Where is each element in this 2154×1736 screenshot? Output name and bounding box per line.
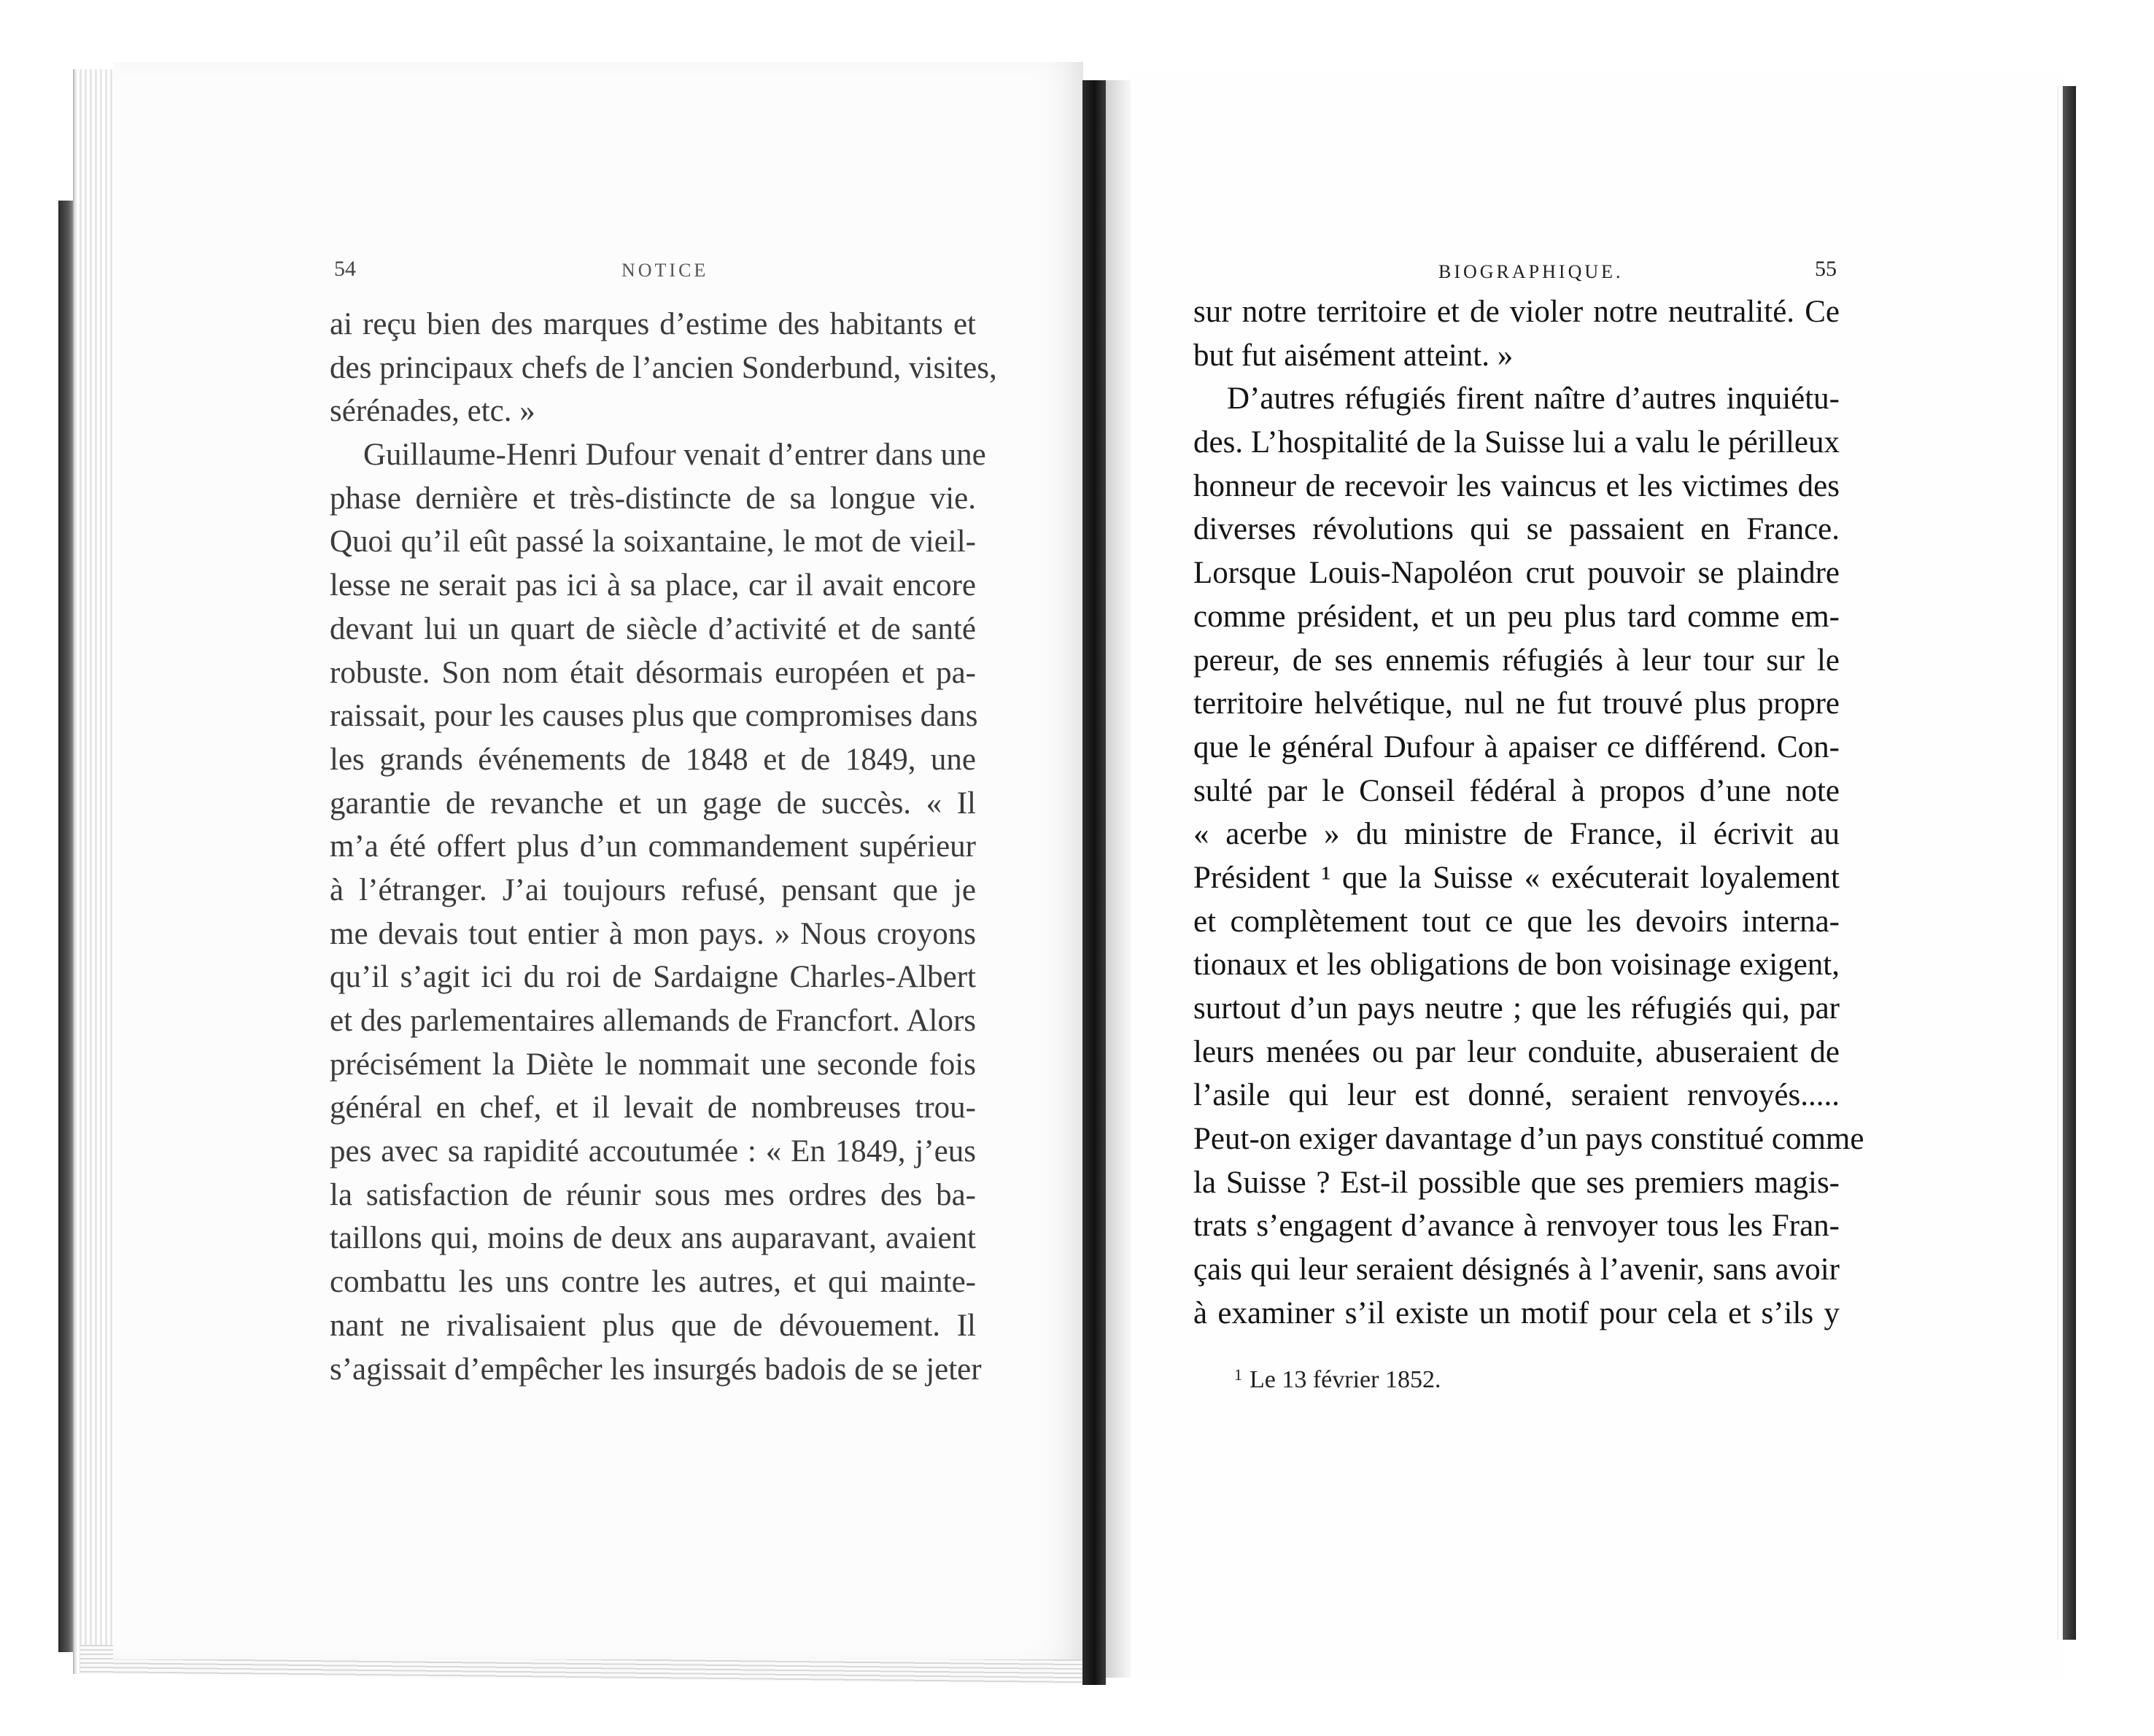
text-line: qu’il s’agit ici du roi de Sardaigne Charles-Albert — [330, 960, 976, 995]
text-line: m’a été offert plus d’un commandement supérieur — [330, 829, 976, 864]
footnote-text: Le 13 février 1852. — [1250, 1366, 1441, 1393]
text-line: à examiner s’il existe un motif pour cela et s’ils y — [1193, 1295, 1840, 1330]
text-line: Peut-on exiger davantage d’un pays constitué comme — [1193, 1122, 1864, 1157]
book-gutter — [1082, 80, 1106, 1685]
text-line: D’autres réfugiés firent naître d’autres inquiétu- — [1227, 381, 1840, 416]
text-line: ai reçu bien des marques d’estime des habitants et — [330, 307, 976, 341]
text-line: s’agissait d’empêcher les insurgés badois de se jeter — [330, 1352, 982, 1387]
footnote — [1234, 1365, 1441, 1394]
text-line: sur notre territoire et de violer notre neutralité. Ce — [1193, 295, 1840, 329]
text-line: robuste. Son nom était désormais européen et pa- — [330, 655, 976, 690]
text-line: lesse ne serait pas ici à sa place, car il avait encore — [330, 568, 976, 603]
right-running-head: BIOGRAPHIQUE. — [1438, 261, 1624, 282]
text-line: Quoi qu’il eût passé la soixantaine, le mot de vieil- — [330, 524, 976, 559]
text-line: Guillaume-Henri Dufour venait d’entrer dans une — [363, 438, 986, 473]
text-line: des principaux chefs de l’ancien Sonderbund, visites, — [330, 350, 997, 385]
text-line: comme président, et un peu plus tard comme em- — [1193, 599, 1840, 634]
text-line: des. L’hospitalité de la Suisse lui a valu le périlleux — [1193, 425, 1840, 460]
right-text-block — [1193, 290, 1864, 1336]
left-page-number: 54 — [334, 257, 356, 281]
text-line: Président ¹ que la Suisse « exécuterait loyalement — [1193, 860, 1840, 895]
text-line: et des parlementaires allemands de Francfort. Alors — [330, 1004, 976, 1038]
text-line: surtout d’un pays neutre ; que les réfugiés qui, par — [1193, 991, 1840, 1026]
text-line: l’asile qui leur est donné, seraient renvoyés..... — [1193, 1078, 1840, 1113]
text-line: pereur, de ses ennemis réfugiés à leur tour sur le — [1193, 643, 1840, 678]
text-line: nant ne rivalisaient plus que de dévouement. Il — [330, 1308, 976, 1343]
footnote-mark: 1 — [1234, 1365, 1242, 1384]
text-line: territoire helvétique, nul ne fut trouvé plus propre — [1193, 686, 1840, 721]
text-line: trats s’engagent d’avance à renvoyer tous les Fran- — [1193, 1209, 1840, 1244]
text-line: sulté par le Conseil fédéral à propos d’une note — [1193, 773, 1840, 808]
right-cover-edge — [2063, 86, 2076, 1640]
text-line: précisément la Diète le nommait une seconde fois — [330, 1047, 976, 1082]
left-cover-edge — [58, 201, 74, 1652]
text-line: combattu les uns contre les autres, et qui mainte- — [330, 1265, 976, 1300]
text-line: çais qui leur seraient désignés à l’avenir, sans avoir — [1193, 1252, 1840, 1287]
text-line: général en chef, et il levait de nombreuses trou- — [330, 1090, 976, 1125]
text-line: à l’étranger. J’ai toujours refusé, pensant que je — [330, 872, 976, 907]
text-line: Lorsque Louis-Napoléon crut pouvoir se plaindre — [1193, 556, 1840, 591]
text-line: me devais tout entier à mon pays. » Nous croyons — [330, 916, 976, 951]
text-line: garantie de revanche et un gage de succès. « Il — [330, 786, 976, 821]
text-line: phase dernière et très-distincte de sa longue vie. — [330, 481, 976, 516]
left-page-stack — [73, 69, 118, 1674]
text-line: taillons qui, moins de deux ans auparavant, avaient — [330, 1221, 976, 1256]
text-line: et complètement tout ce que les devoirs interna- — [1193, 904, 1840, 939]
right-page-number: 55 — [1815, 257, 1837, 281]
text-line: leurs menées ou par leur conduite, abuseraient de — [1193, 1034, 1840, 1069]
text-line: que le général Dufour à apaiser ce différend. Con- — [1193, 729, 1840, 764]
text-line: « acerbe » du ministre de France, il écrivit au — [1193, 817, 1840, 852]
text-line: raissait, pour les causes plus que compromises dans — [330, 699, 978, 734]
text-line: but fut aisément atteint. » — [1193, 338, 1514, 373]
text-line: pes avec sa rapidité accoutumée : « En 1849, j’eus — [330, 1134, 976, 1169]
left-text-block — [330, 303, 997, 1391]
text-line: honneur de recevoir les vaincus et les victimes des — [1193, 468, 1840, 503]
text-line: tionaux et les obligations de bon voisinage exigent, — [1193, 948, 1840, 983]
text-line: la satisfaction de réunir sous mes ordres des ba- — [330, 1177, 976, 1212]
text-line: la Suisse ? Est-il possible que ses premiers magis- — [1193, 1165, 1840, 1200]
left-running-head: NOTICE — [621, 260, 709, 281]
text-line: les grands événements de 1848 et de 1849, une — [330, 742, 976, 777]
text-line: diverses révolutions qui se passaient en France. — [1193, 512, 1840, 547]
text-line: devant lui un quart de siècle d’activité et de santé — [330, 611, 976, 646]
text-line: sérénades, etc. » — [330, 394, 535, 429]
